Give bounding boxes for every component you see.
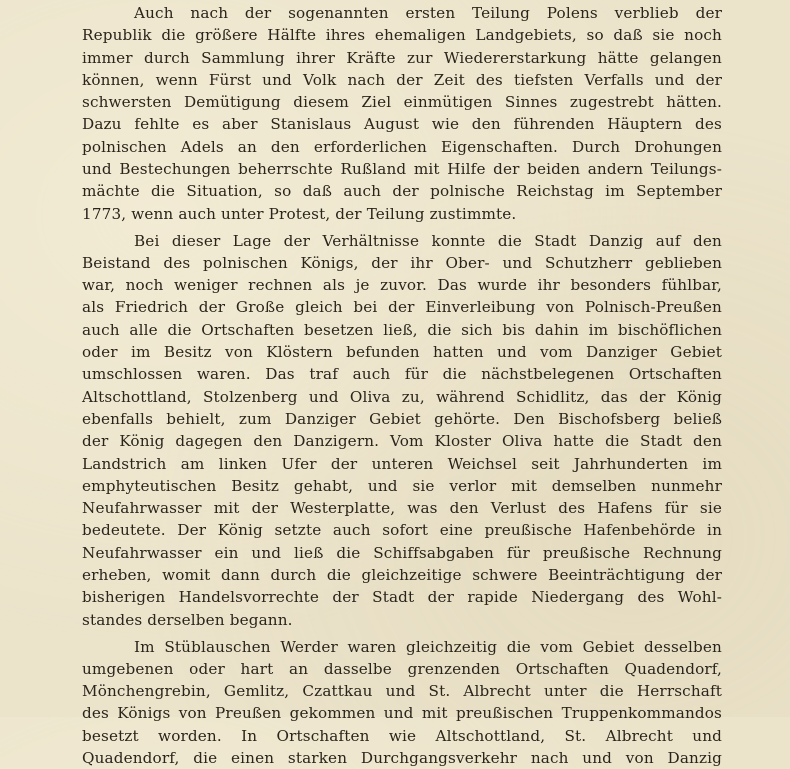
text-line: des Königs von Preußen gekommen und mit preußischen Truppenkommandos (82, 702, 722, 724)
text-line: emphyteutischen Besitz gehabt, und sie verlor mit demselben nunmehr (82, 475, 722, 497)
paragraph-3 (82, 636, 722, 769)
text-line: Neufahrwasser ein und ließ die Schiffsabgaben für preußische Rechnung (82, 542, 722, 564)
text-line: Altschottland, Stolzenberg und Oliva zu, während Schidlitz, das der König (82, 386, 722, 408)
text-line: Mönchengrebin, Gemlitz, Czattkau und St. Albrecht unter die Herrschaft (82, 680, 722, 702)
text-line: bisherigen Handelsvorrechte der Stadt der rapide Niedergang des Wohl- (82, 586, 722, 608)
text-line: als Friedrich der Große gleich bei der Einverleibung von Polnisch-Preußen (82, 296, 722, 318)
text-line: bedeutete. Der König setzte auch sofort eine preußische Hafenbehörde in (82, 519, 722, 541)
text-line: besetzt worden. In Ortschaften wie Altschottland, St. Albrecht und (82, 725, 722, 747)
body-text (82, 2, 722, 769)
text-line: der König dagegen den Danzigern. Vom Kloster Oliva hatte die Stadt den (82, 430, 722, 452)
text-line: umgebenen oder hart an dasselbe grenzenden Ortschaften Quadendorf, (82, 658, 722, 680)
text-line: Auch nach der sogenannten ersten Teilung Polens verblieb der (82, 2, 722, 24)
text-line: ebenfalls behielt, zum Danziger Gebiet gehörte. Den Bischofsberg beließ (82, 408, 722, 430)
text-line: können, wenn Fürst und Volk nach der Zeit des tiefsten Verfalls und der (82, 69, 722, 91)
text-line: 1773, wenn auch unter Protest, der Teilung zustimmte. (82, 203, 722, 225)
text-line: erheben, womit dann durch die gleichzeitige schwere Beeinträchtigung der (82, 564, 722, 586)
text-line: und Bestechungen beherrschte Rußland mit Hilfe der beiden andern Teilungs- (82, 158, 722, 180)
text-line: Neufahrwasser mit der Westerplatte, was den Verlust des Hafens für sie (82, 497, 722, 519)
text-line: immer durch Sammlung ihrer Kräfte zur Wiedererstarkung hätte gelangen (82, 47, 722, 69)
text-line: auch alle die Ortschaften besetzen ließ, die sich bis dahin im bischöflichen (82, 319, 722, 341)
text-line: war, noch weniger rechnen als je zuvor. Das wurde ihr besonders fühlbar, (82, 274, 722, 296)
text-line: Im Stüblauschen Werder waren gleichzeitig die vom Gebiet desselben (82, 636, 722, 658)
text-line: Landstrich am linken Ufer der unteren Weichsel seit Jahrhunderten im (82, 453, 722, 475)
text-line: umschlossen waren. Das traf auch für die nächstbelegenen Ortschaften (82, 363, 722, 385)
text-line: Dazu fehlte es aber Stanislaus August wie den führenden Häuptern des (82, 113, 722, 135)
text-line: Bei dieser Lage der Verhältnisse konnte die Stadt Danzig auf den (82, 230, 722, 252)
paragraph-2 (82, 230, 722, 631)
text-line: oder im Besitz von Klöstern befunden hatten und vom Danziger Gebiet (82, 341, 722, 363)
text-line: polnischen Adels an den erforderlichen Eigenschaften. Durch Drohungen (82, 136, 722, 158)
text-line: standes derselben begann. (82, 609, 722, 631)
text-line: Quadendorf, die einen starken Durchgangsverkehr nach und von Danzig (82, 747, 722, 769)
text-line: mächte die Situation, so daß auch der polnische Reichstag im September (82, 180, 722, 202)
text-line: schwersten Demütigung diesem Ziel einmütigen Sinnes zugestrebt hätten. (82, 91, 722, 113)
text-line: Republik die größere Hälfte ihres ehemaligen Landgebiets, so daß sie noch (82, 24, 722, 46)
paragraph-1 (82, 2, 722, 225)
text-line: Beistand des polnischen Königs, der ihr Ober- und Schutzherr geblieben (82, 252, 722, 274)
